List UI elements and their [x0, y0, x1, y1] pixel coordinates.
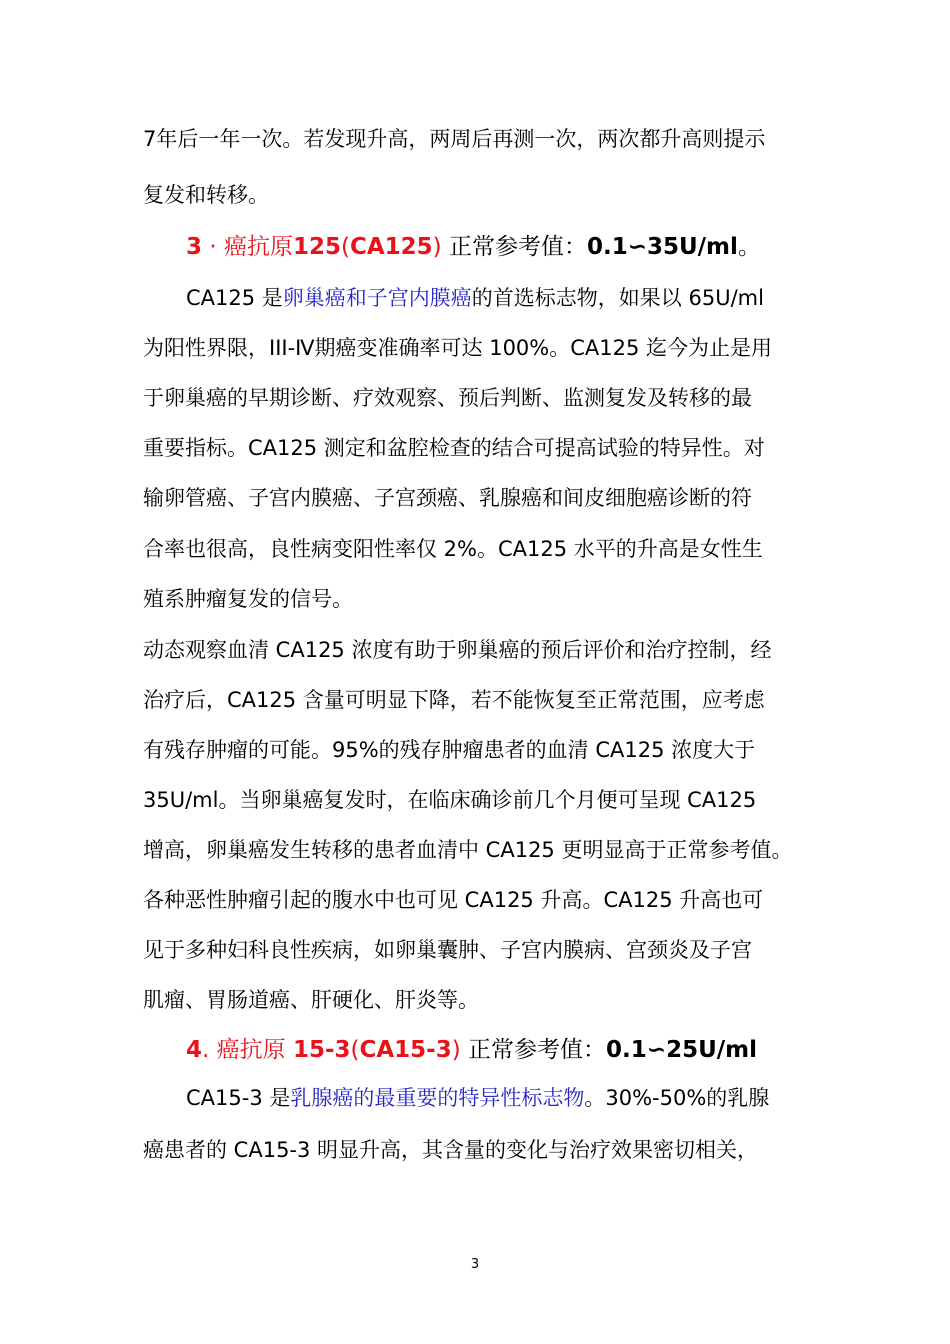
text-line: 殖系肿瘤复发的信号。: [143, 587, 353, 611]
highlighted-text: 卵巢癌和子宫内膜癌: [282, 286, 472, 310]
text-line: 35U/ml。当卵巢癌复发时，在临床确诊前几个月便可呈现 CA125: [143, 788, 757, 812]
text-line: 复发和转移。: [143, 183, 269, 207]
heading-paren-open: (: [340, 234, 350, 260]
heading-name: 癌抗原: [223, 234, 293, 260]
text-line: 肌瘤、胃肠道癌、肝硬化、肝炎等。: [143, 988, 479, 1012]
page-number: 3: [470, 1257, 480, 1272]
reference-label: 正常参考值：: [448, 234, 587, 260]
text-line: 为阳性界限，III-Ⅳ期癌变准确率可达 100%。CA125 迄今为止是用: [143, 336, 773, 360]
reference-value: 0.1∽35U/ml: [586, 234, 738, 260]
text-line: [186, 1084, 769, 1112]
text-line: 增高，卵巢癌发生转移的患者血清中 CA125 更明显高于正常参考值。: [143, 838, 793, 862]
text-line: 治疗后，CA125 含量可明显下降，若不能恢复至正常范围，应考虑: [143, 688, 765, 712]
text-span: CA15-3 是: [186, 1086, 291, 1110]
reference-label: 正常参考值：: [468, 1037, 607, 1063]
text-line: 重要指标。CA125 测定和盆腔检查的结合可提高试验的特异性。对: [143, 436, 765, 460]
text-line: 动态观察血清 CA125 浓度有助于卵巢癌的预后评价和治疗控制，经: [143, 638, 772, 662]
text-line: 7年后一年一次。若发现升高，两周后再测一次，两次都升高则提示: [143, 127, 766, 151]
text-line: 于卵巢癌的早期诊断、疗效观察、预后判断、监测复发及转移的最: [143, 386, 752, 410]
text-line: 合率也很高，良性病变阳性率仅 2%。CA125 水平的升高是女性生: [143, 537, 763, 561]
text-line: 有残存肿瘤的可能。95%的残存肿瘤患者的血清 CA125 浓度大于: [143, 738, 756, 762]
text-line: 见于多种妇科良性疾病，如卵巢囊肿、子宫内膜病、宫颈炎及子宫: [143, 938, 752, 962]
text-line: 输卵管癌、子宫内膜癌、子宫颈癌、乳腺癌和间皮细胞癌诊断的符: [143, 486, 752, 510]
highlighted-text: 乳腺癌的最重要的特异性标志物: [290, 1086, 585, 1110]
section-3-heading: [186, 233, 761, 261]
reference-value: 0.1∽25U/ml: [606, 1037, 757, 1063]
heading-name-number: 125: [292, 234, 341, 260]
heading-abbreviation: CA125: [349, 234, 433, 260]
section-number: 4: [186, 1037, 203, 1063]
heading-name-number: 15-3: [292, 1037, 351, 1063]
heading-separator: ·: [209, 234, 217, 260]
heading-end: 。: [737, 234, 761, 260]
text-span: 。30%-50%的乳腺: [584, 1086, 770, 1110]
heading-separator: .: [202, 1037, 210, 1063]
text-line: [186, 284, 764, 312]
section-number: 3: [186, 234, 203, 260]
section-4-heading: [186, 1036, 757, 1064]
text-span: 的首选标志物，如果以 65U/ml: [471, 286, 764, 310]
heading-paren-close: ): [432, 234, 442, 260]
text-span: CA125 是: [186, 286, 283, 310]
heading-paren-close: ): [451, 1037, 461, 1063]
text-line: 各种恶性肿瘤引起的腹水中也可见 CA125 升高。CA125 升高也可: [143, 888, 764, 912]
heading-name: 癌抗原: [216, 1037, 286, 1063]
heading-paren-open: (: [350, 1037, 360, 1063]
text-line: 癌患者的 CA15-3 明显升高，其含量的变化与治疗效果密切相关，: [143, 1138, 759, 1162]
heading-abbreviation: CA15-3: [359, 1037, 452, 1063]
